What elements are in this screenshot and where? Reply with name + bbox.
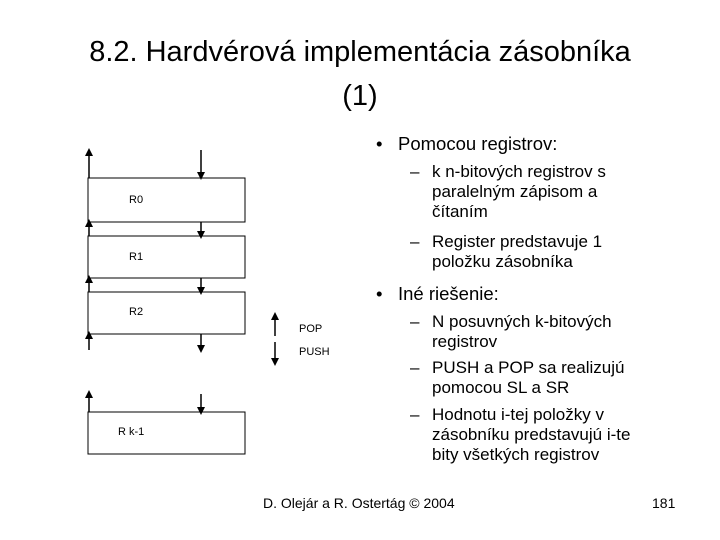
sub-bullet-line: paralelným zápisom a [432,182,598,201]
register-box [88,178,245,222]
sub-bullet-line: bity všetkých registrov [432,445,600,464]
sub-bullet-shift-registers [410,312,612,352]
sub-bullet-line: Hodnotu i-tej položky v [432,405,604,424]
register-r2 [88,292,245,334]
sub-bullet-line: pomocou SL a SR [432,378,570,397]
register-label-rk-1: R k-1 [118,426,145,438]
register-rk-1 [88,412,245,454]
footer-page-number: 181 [652,495,676,511]
sub-bullet-line: k n-bitových registrov s [432,162,606,181]
bullet-mark: • [376,283,383,304]
sub-bullet-mark: – [410,358,420,377]
register-box [88,292,245,334]
register-box [88,412,245,454]
register-label-r0: R0 [129,194,144,206]
bullet-text: Iné riešenie: [398,283,499,304]
sub-bullet-line: N posuvných k-bitových [432,312,612,331]
sub-bullet-line: PUSH a POP sa realizujú [432,358,625,377]
register-label-r2: R2 [129,306,144,318]
footer-author: D. Olejár a R. Ostertág © 2004 [263,495,455,511]
sub-bullet-line: registrov [432,332,498,351]
sub-bullet-mark: – [410,312,420,331]
sub-bullet-k-registers [410,162,606,222]
pop-legend-label: POP [299,323,323,335]
bullet-mark: • [376,133,383,154]
register-r1 [88,236,245,278]
register-r0 [88,178,245,222]
bullet-pomocou-registrov [376,133,558,155]
sub-bullet-mark: – [410,405,420,424]
sub-bullet-mark: – [410,232,420,251]
sub-bullet-item-value [410,405,631,465]
register-box [88,236,245,278]
sub-bullet-line: Register predstavuje 1 [432,232,603,251]
sub-bullet-push-pop [410,358,625,398]
bullet-text: Pomocou registrov: [398,133,558,154]
push-legend-label: PUSH [299,346,330,358]
sub-bullet-line: zásobníku predstavujú i-te [432,425,631,444]
register-label-r1: R1 [129,251,144,263]
sub-bullet-line: položku zásobníka [432,252,573,271]
bullet-ine-riesenie [376,283,499,305]
slide-title-line1: 8.2. Hardvérová implementácia zásobníka [89,36,631,68]
slide-title-line2: (1) [342,80,378,112]
sub-bullet-register-item [410,232,603,272]
sub-bullet-mark: – [410,162,420,181]
sub-bullet-line: čítaním [432,202,488,221]
